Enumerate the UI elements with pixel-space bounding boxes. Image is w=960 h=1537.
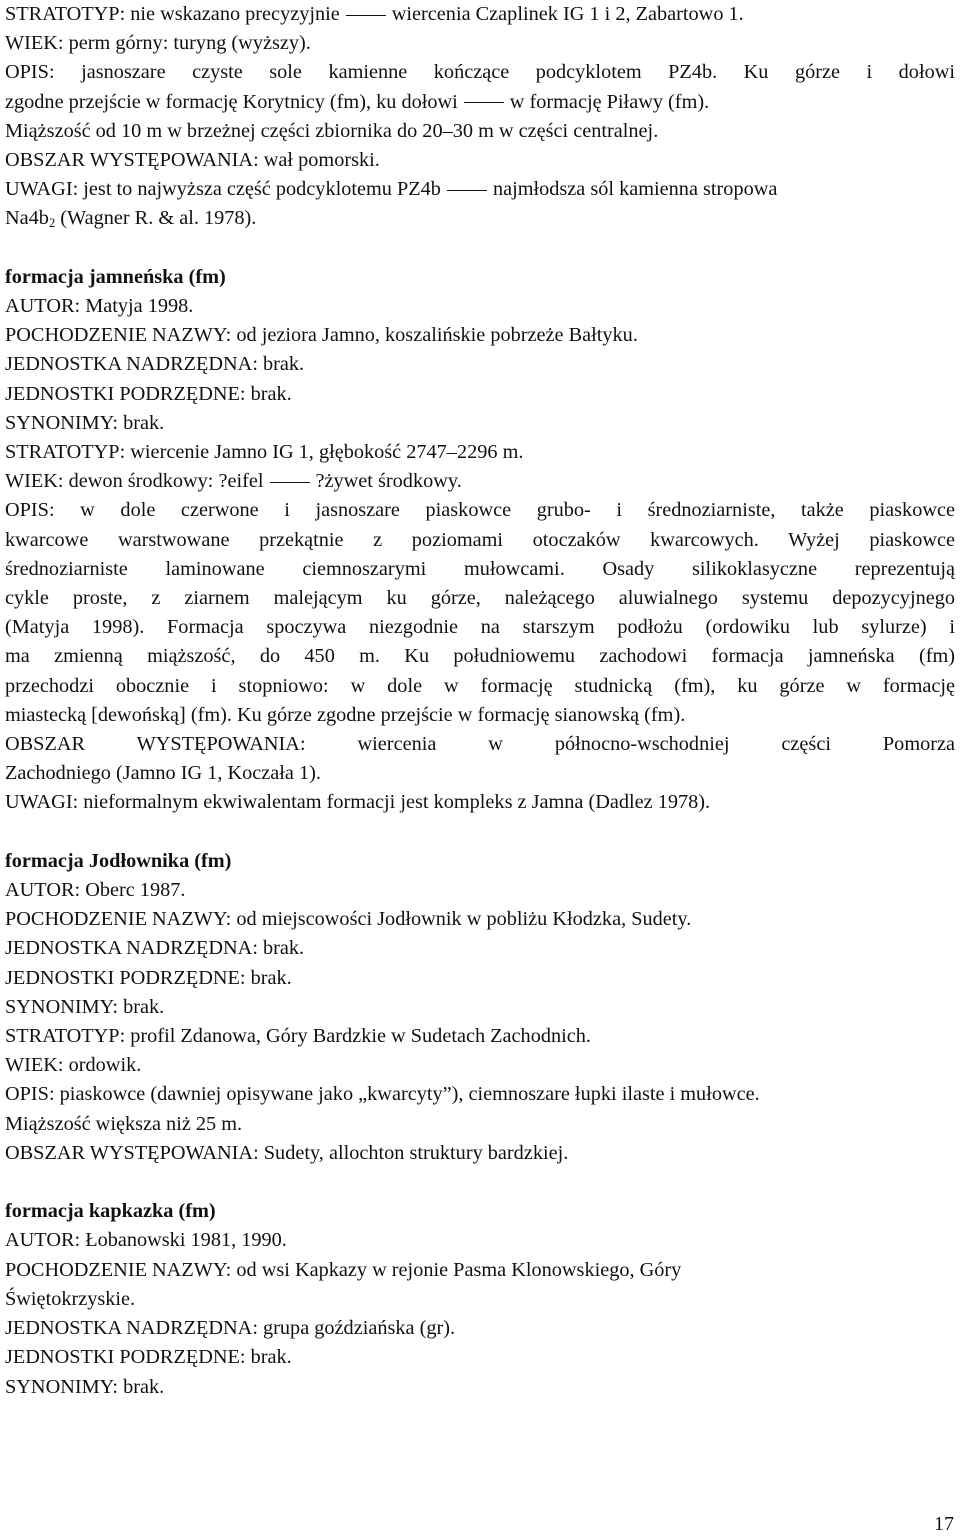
- entry-kapkazka: [5, 1197, 955, 1401]
- spacer: [5, 1168, 955, 1197]
- synonimy-line: SYNONIMY: brak.: [5, 995, 165, 1018]
- synonimy-line: SYNONIMY: brak.: [5, 411, 165, 434]
- opis-line: OPIS: jasnoszare czyste sole kamienne kończące podcyklotem PZ4b. Ku górze i dołowi: [5, 61, 955, 84]
- jednostka-nadrzedna-line: JEDNOSTKA NADRZĘDNA: brak.: [5, 353, 305, 376]
- opis-line: przechodzi obocznie i stopniowo: w dole w formację studnicką (fm), ku górze w formację: [5, 674, 955, 697]
- entry-title: formacja jamneńska (fm): [5, 265, 226, 288]
- opis-line: Miąższość większa niż 25 m.: [5, 1112, 243, 1135]
- pochodzenie-line: POCHODZENIE NAZWY: od miejscowości Jodłownik w pobliżu Kłodzka, Sudety.: [5, 908, 692, 931]
- uwagi-line: UWAGI: nieformalnym ekwiwalentam formacji jest kompleks z Jamna (Dadlez 1978).: [5, 791, 711, 814]
- synonimy-line: SYNONIMY: brak.: [5, 1375, 165, 1398]
- opis-line: średnoziarniste laminowane ciemnoszarymi mułowcami. Osady silikoklasyczne reprezentują: [5, 557, 955, 580]
- pochodzenie-line: POCHODZENIE NAZWY: od jeziora Jamno, koszalińskie pobrzeże Bałtyku.: [5, 324, 638, 347]
- entry-title: formacja kapkazka (fm): [5, 1200, 216, 1223]
- document-body: [5, 0, 955, 1402]
- autor-line: AUTOR: Łobanowski 1981, 1990.: [5, 1229, 287, 1252]
- entry-title: formacja Jodłownika (fm): [5, 849, 232, 872]
- pochodzenie-line: Świętokrzyskie.: [5, 1287, 136, 1310]
- uwagi-line: UWAGI: jest to najwyższa część podcyklotemu PZ4b najmłodsza sól kamienna stropowa: [5, 178, 778, 201]
- entry-jodlownika: [5, 847, 955, 1168]
- entry-jamnenska: [5, 263, 955, 818]
- obszar-line: OBSZAR WYSTĘPOWANIA: wiercenia w północno-wschodniej części Pomorza: [5, 733, 955, 756]
- opis-line: OPIS: w dole czerwone i jasnoszare piaskowce grubo- i średnoziarniste, także piaskowce: [5, 499, 955, 522]
- pochodzenie-line: POCHODZENIE NAZWY: od wsi Kapkazy w rejonie Pasma Klonowskiego, Góry: [5, 1258, 682, 1281]
- em-dash: [447, 190, 487, 191]
- spacer: [5, 234, 955, 263]
- jednostki-podrzedne-line: JEDNOSTKI PODRZĘDNE: brak.: [5, 1346, 292, 1369]
- jednostki-podrzedne-line: JEDNOSTKI PODRZĘDNE: brak.: [5, 966, 292, 989]
- opis-line: (Matyja 1998). Formacja spoczywa niezgodnie na starszym podłożu (ordowiku lub sylurze) i: [5, 616, 955, 639]
- obszar-line: OBSZAR WYSTĘPOWANIA: Sudety, allochton struktury bardzkiej.: [5, 1141, 569, 1164]
- spacer: [5, 818, 955, 847]
- opis-line: OPIS: piaskowce (dawniej opisywane jako „kwarcyty”), ciemnoszare łupki ilaste i mułowce.: [5, 1083, 760, 1106]
- opis-line: miastecką [dewońską] (fm). Ku górze zgodne przejście w formację sianowską (fm).: [5, 703, 686, 726]
- page-number: 17: [934, 1513, 954, 1535]
- autor-line: AUTOR: Matyja 1998.: [5, 295, 194, 318]
- obszar-line: Zachodniego (Jamno IG 1, Koczała 1).: [5, 762, 321, 785]
- obszar-line: OBSZAR WYSTĘPOWANIA: wał pomorski.: [5, 149, 380, 172]
- opis-line: cykle proste, z ziarnem malejącym ku górze, należącego aluwialnego systemu depozycyjnego: [5, 587, 955, 610]
- stratotyp-line: STRATOTYP: wiercenie Jamno IG 1, głębokość 2747–2296 m.: [5, 441, 524, 464]
- entry-continuation: [5, 0, 955, 234]
- em-dash: [270, 482, 310, 483]
- jednostka-nadrzedna-line: JEDNOSTKA NADRZĘDNA: brak.: [5, 937, 305, 960]
- stratotyp-line: STRATOTYP: nie wskazano precyzyjnie wiercenia Czaplinek IG 1 i 2, Zabartowo 1.: [5, 3, 744, 25]
- opis-line: ma zmienną miąższość, do 450 m. Ku południowemu zachodowi formacja jamneńska (fm): [5, 645, 955, 668]
- opis-line: Miąższość od 10 m w brzeżnej części zbiornika do 20–30 m w części centralnej.: [5, 119, 659, 142]
- wiek-line: WIEK: ordowik.: [5, 1054, 142, 1077]
- opis-line: kwarcowe warstwowane przekątnie z poziomami otoczaków kwarcowych. Wyżej piaskowce: [5, 528, 955, 551]
- uwagi-line: $Na4b_2$ (Wagner R. & al. 1978).: [5, 207, 257, 231]
- opis-line: zgodne przejście w formację Korytnicy (fm), ku dołowi w formację Piławy (fm).: [5, 90, 710, 113]
- stratotyp-line: STRATOTYP: profil Zdanowa, Góry Bardzkie w Sudetach Zachodnich.: [5, 1025, 591, 1048]
- wiek-line: WIEK: perm górny: turyng (wyższy).: [5, 32, 311, 55]
- wiek-line: WIEK: dewon środkowy: ?eifel ?żywet środkowy.: [5, 470, 462, 493]
- autor-line: AUTOR: Oberc 1987.: [5, 879, 186, 902]
- jednostki-podrzedne-line: JEDNOSTKI PODRZĘDNE: brak.: [5, 382, 292, 405]
- jednostka-nadrzedna-line: JEDNOSTKA NADRZĘDNA: grupa goździańska (gr).: [5, 1317, 456, 1340]
- em-dash: [346, 15, 386, 16]
- em-dash: [464, 102, 504, 103]
